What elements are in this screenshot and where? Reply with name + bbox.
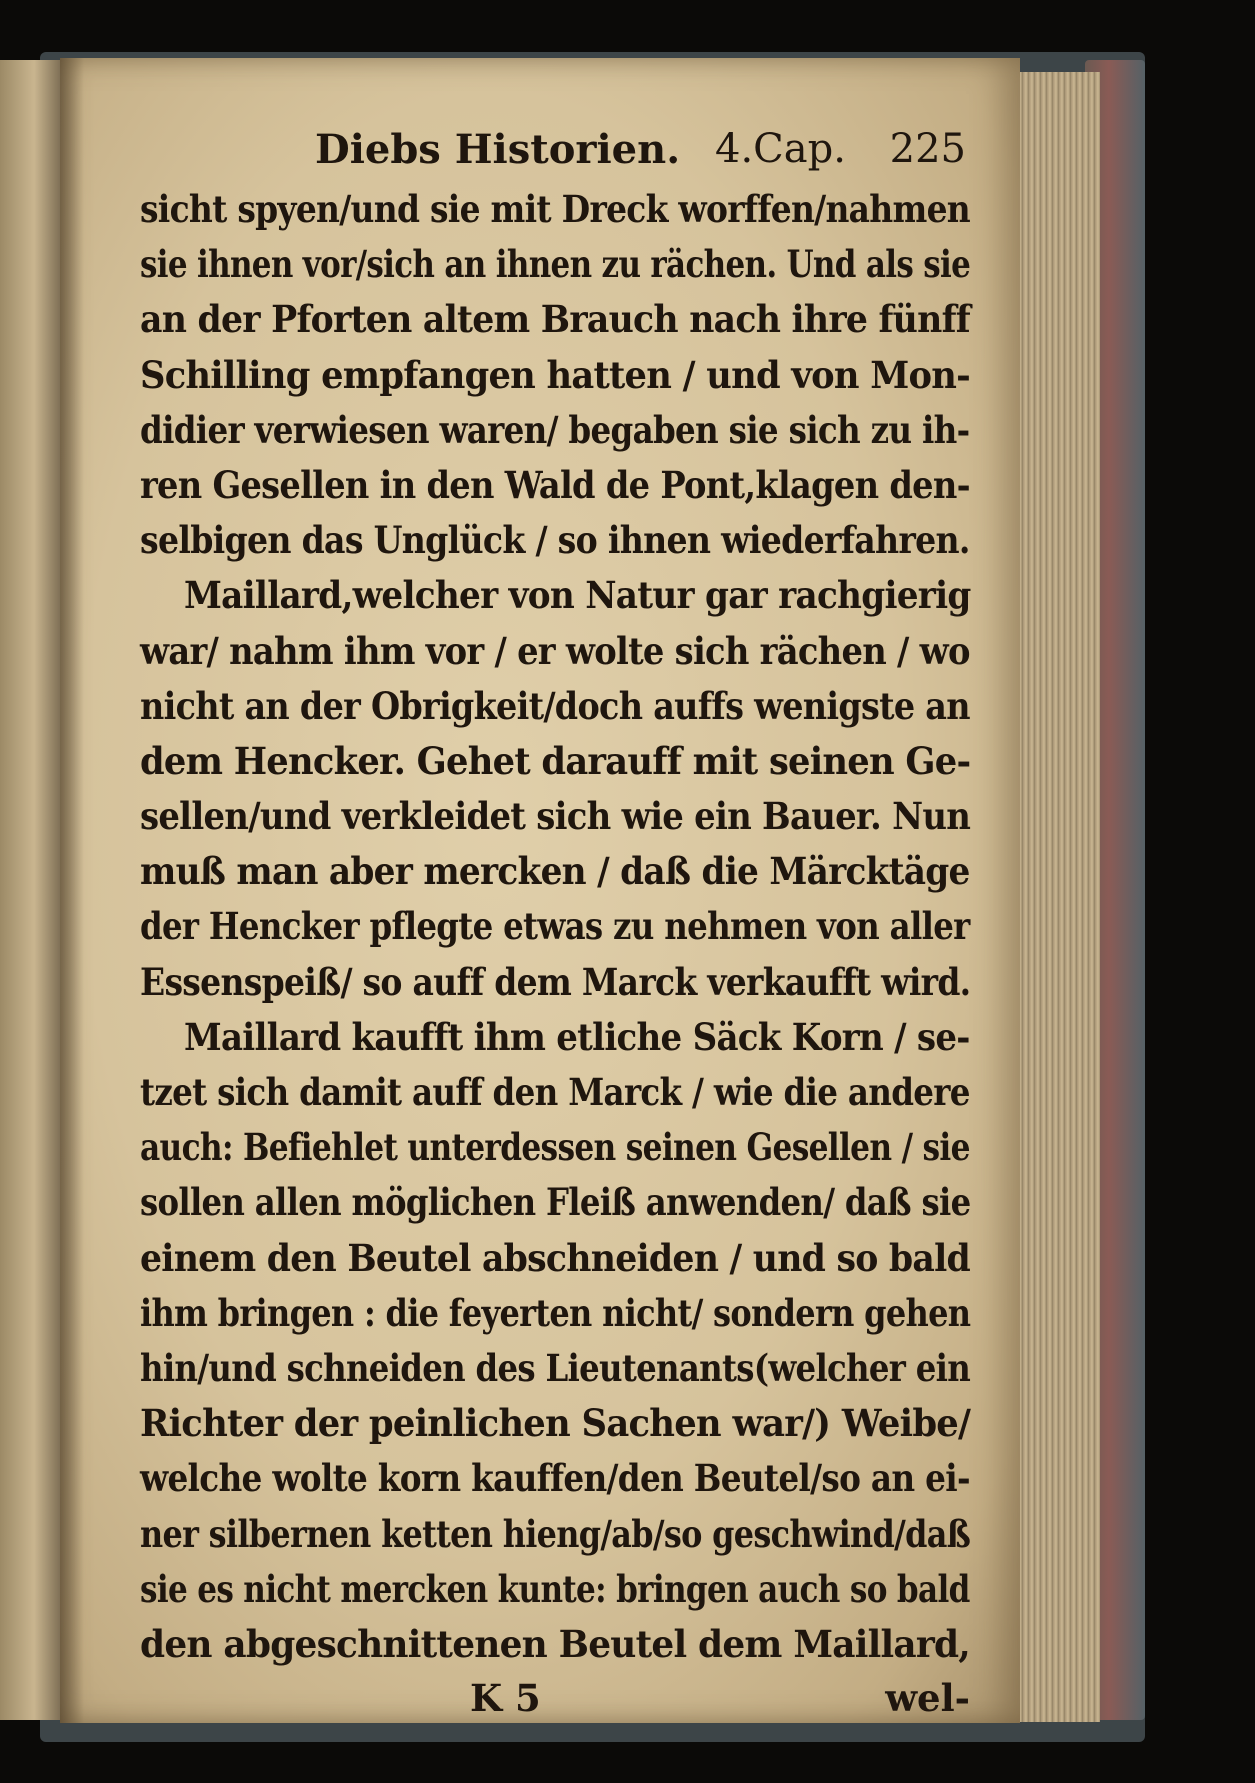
facing-page-edge [0, 60, 62, 1720]
text-line: welche wolte korn kauffen/den Beutel/so an ei- [140, 1456, 970, 1501]
page-number: 225 [889, 126, 966, 172]
text-line: ren Gesellen in den Wald de Pont,klagen den- [140, 462, 970, 507]
text-line: ner silbernen ketten hieng/ab/so geschwind/daß [140, 1511, 971, 1556]
text-line: sie ihnen vor/sich an ihnen zu rächen. Und als sie [140, 242, 971, 287]
text-line: nicht an der Obrigkeit/doch auffs wenigste an [140, 683, 970, 728]
text-line: Maillard kaufft ihm etliche Säck Korn / se- [184, 1014, 970, 1059]
text-line: war/ nahm ihm vor / er wolte sich rächen / wo [140, 628, 970, 673]
text-line: tzet sich damit auff den Marck / wie die andere [140, 1070, 970, 1114]
text-line: dem Hencker. Gehet darauff mit seinen Ge- [140, 738, 971, 783]
page-footer [140, 1672, 970, 1732]
text-line: sollen allen möglichen Fleiß anwenden/ daß sie [140, 1180, 971, 1225]
page-header [140, 118, 970, 180]
text-line: hin/und schneiden des Lieutenants(welcher ein [140, 1345, 971, 1390]
chapter-label: 4.Cap. [715, 126, 846, 172]
text-line: einem den Beutel abschneiden / und so bald [140, 1235, 971, 1280]
catchword: wel- [885, 1676, 970, 1721]
text-line: Maillard,welcher von Natur gar rachgierig [184, 573, 971, 618]
text-line: Richter der peinlichen Sachen war/) Weibe/ [140, 1401, 971, 1446]
text-line: didier verwiesen waren/ begaben sie sich zu ih- [140, 407, 970, 452]
text-line: muß man aber mercken / daß die Märcktäge [140, 849, 970, 894]
text-block [140, 118, 970, 1732]
text-line: an der Pforten altem Brauch nach ihre fünff [140, 297, 970, 342]
text-line: auch: Befiehlet unterdessen seinen Gesellen / sie [140, 1125, 970, 1170]
signature-mark: K 5 [470, 1676, 541, 1721]
text-line: ihm bringen : die feyerten nicht/ sondern gehen [140, 1290, 971, 1335]
text-line: selbigen das Unglück / so ihnen wiederfahren. [140, 518, 970, 563]
text-line: der Hencker pflegte etwas zu nehmen von aller [140, 904, 970, 949]
running-title: Diebs Historien. [315, 126, 681, 173]
body-text [140, 182, 970, 1672]
text-line: Schilling empfangen hatten / und von Mon- [140, 352, 971, 397]
page-gutter [60, 58, 84, 1723]
text-line: sie es nicht mercken kunte: bringen auch so bald [140, 1566, 970, 1611]
text-line: Essenspeiß/ so auff dem Marck verkaufft wird. [140, 959, 971, 1004]
text-line: sicht spyen/und sie mit Dreck worffen/nahmen [140, 187, 971, 231]
text-line: den abgeschnittenen Beutel dem Maillard, [140, 1621, 971, 1666]
book-page [60, 58, 1020, 1723]
text-line: sellen/und verkleidet sich wie ein Bauer. Nun [140, 794, 971, 839]
